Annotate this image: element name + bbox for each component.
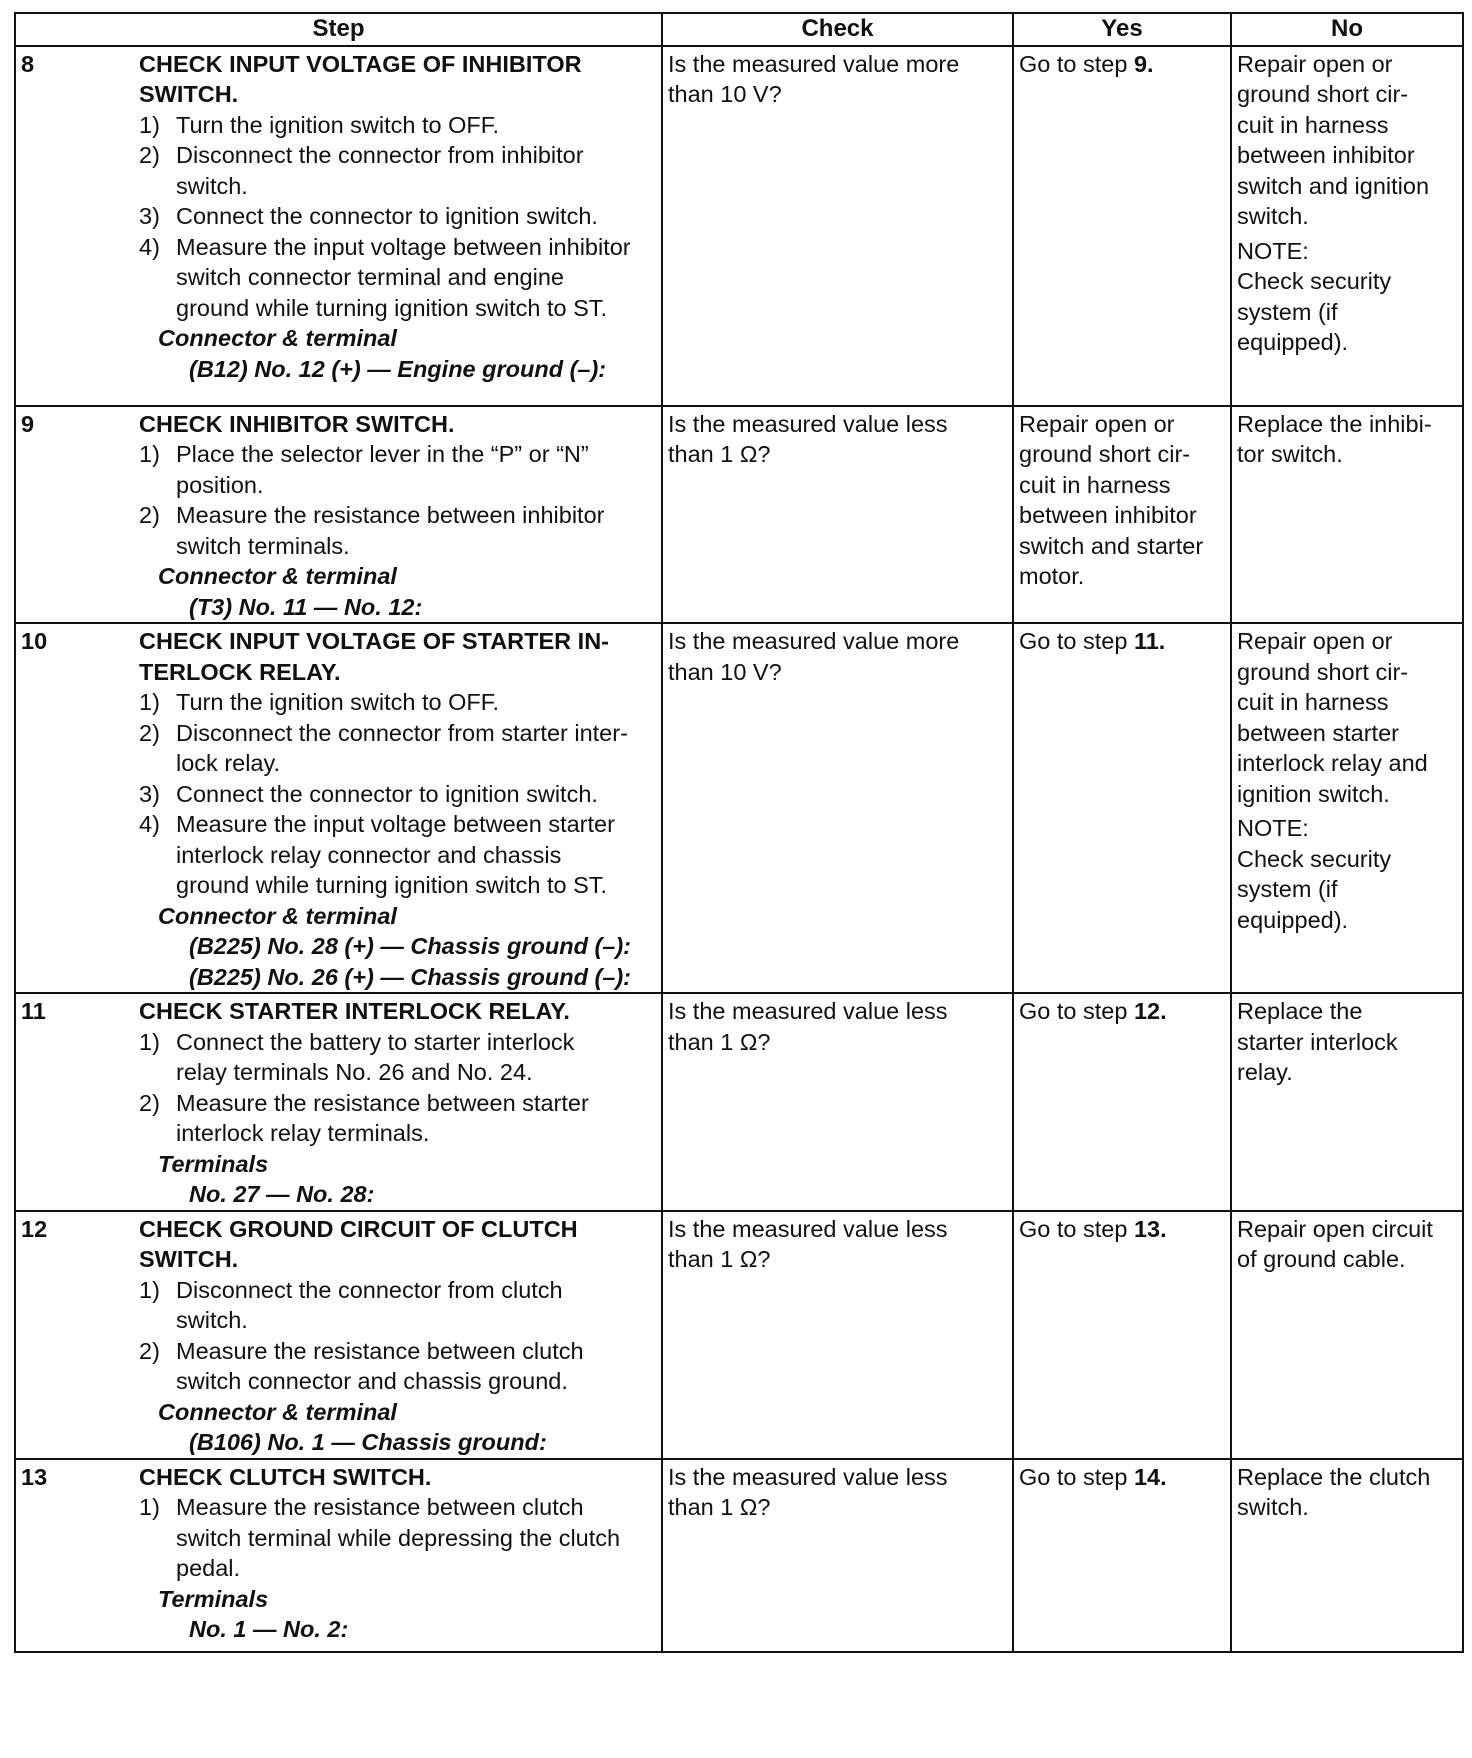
procedure-text: Disconnect the connector from inhibitor [176,142,584,168]
procedure-item [139,718,656,779]
check-text: than 1 Ω? [668,1246,771,1272]
procedure-text: Connect the connector to ignition switch. [176,203,598,229]
no-cell [1231,623,1463,993]
no-text: Repair open or [1237,50,1393,77]
yes-prefix: Go to step [1019,50,1134,77]
terminal-spec: (T3) No. 11 — No. 12: [189,593,423,620]
yes-cell [1013,993,1231,1211]
no-text: ignition switch. [1237,780,1390,807]
no-text: of ground cable. [1237,1246,1406,1272]
no-cell [1231,1459,1463,1652]
yes-cell [1013,406,1231,624]
note-text: Check security [1237,845,1392,872]
yes-step-ref: 13. [1133,1215,1167,1242]
procedure-index: 4) [139,811,160,837]
note-text: Check security [1237,268,1392,294]
header-no: No [1231,13,1463,46]
procedure-item [139,809,656,901]
connector-label: Connector & terminal [158,902,397,929]
step-title: SWITCH. [139,1246,239,1272]
header-row [15,13,1463,46]
note-text: equipped). [1237,906,1349,933]
procedure-text: switch terminal while depressing the clutch [176,1524,621,1551]
procedure-index: 3) [139,780,160,807]
yes-prefix: Go to step [1019,1463,1134,1490]
procedure-text: Disconnect the connector from clutch [176,1276,563,1303]
terminal-spec: No. 1 — No. 2: [189,1616,349,1642]
yes-text: cuit in harness [1019,471,1171,498]
yes-goto [1019,996,1225,1027]
step-number: 9 [21,410,35,437]
step-content [139,49,656,385]
no-cell [1231,406,1463,624]
check-cell [662,623,1013,993]
note-text: system (if [1237,876,1338,902]
yes-step-ref: 12. [1133,998,1167,1024]
step-number: 12 [21,1215,48,1242]
procedure-item [139,1336,656,1397]
table-row [15,1459,1463,1652]
procedure-text: position. [176,471,264,498]
check-text: Is the measured value more [668,50,960,77]
header-yes: Yes [1013,13,1231,46]
procedure-list [139,110,656,324]
procedure-text: Measure the resistance between clutch [176,1494,584,1520]
connector-label: Connector & terminal [158,1398,397,1425]
check-text: Is the measured value less [668,998,948,1024]
no-cell [1231,46,1463,406]
no-cell [1231,993,1463,1211]
procedure-index: 2) [139,142,160,168]
step-cell [15,406,662,624]
yes-cell [1013,623,1231,993]
procedure-index: 1) [139,1028,160,1055]
procedure-index: 1) [139,1494,160,1520]
step-title: TERLOCK RELAY. [139,658,341,685]
procedure-text: switch. [176,172,248,199]
connector-label: Connector & terminal [158,563,397,589]
procedure-item [139,687,656,718]
step-title: CHECK GROUND CIRCUIT OF CLUTCH [139,1215,578,1242]
step-cell [15,1459,662,1652]
yes-prefix: Go to step [1019,998,1134,1024]
yes-text: motor. [1019,563,1085,589]
procedure-index: 2) [139,502,160,528]
step-content [139,409,656,623]
procedure-text: Connect the connector to ignition switch. [176,780,598,807]
procedure-index: 2) [139,719,160,746]
check-text: than 10 V? [668,658,782,685]
terminal-spec: (B225) No. 28 (+) — Chassis ground (–): [189,933,632,959]
procedure-index: 3) [139,203,160,229]
procedure-item [139,1088,656,1149]
procedure-text: Measure the input voltage between inhibitor [176,233,631,260]
yes-goto [1019,1214,1225,1245]
check-cell [662,406,1013,624]
note-text: system (if [1237,298,1338,325]
procedure-item [139,140,656,201]
step-cell [15,623,662,993]
procedure-item [139,500,656,561]
table-row [15,1211,1463,1459]
procedure-text: Measure the input voltage between starter [176,811,615,837]
no-text: switch and ignition [1237,172,1430,199]
procedure-text: Measure the resistance between starter [176,1089,589,1116]
step-content [139,1214,656,1458]
step-title: CHECK INPUT VOLTAGE OF STARTER IN- [139,628,609,654]
procedure-list [139,1492,656,1584]
procedure-item [139,1492,656,1584]
connector-label: Terminals [158,1150,269,1177]
procedure-text: Disconnect the connector from starter inter- [176,719,628,746]
step-number: 10 [21,628,48,654]
step-cell [15,46,662,406]
connector-label: Terminals [158,1585,269,1612]
procedure-item [139,232,656,324]
step-title: CHECK INHIBITOR SWITCH. [139,410,455,437]
procedure-text: ground while turning ignition switch to ST. [176,294,608,321]
no-text: Repair open circuit [1237,1215,1433,1242]
check-text: Is the measured value less [668,1463,948,1490]
yes-goto [1019,1462,1225,1493]
procedure-item [139,1275,656,1336]
no-text: ground short cir- [1237,81,1409,107]
no-text: cuit in harness [1237,689,1389,715]
yes-goto [1019,49,1225,80]
no-text: between inhibitor [1237,142,1415,168]
note-text: NOTE: [1237,815,1309,841]
no-text: Replace the inhibi- [1237,410,1432,437]
terminal-spec: (B12) No. 12 (+) — Engine ground (–): [189,355,607,382]
connector-label: Connector & terminal [158,325,397,351]
yes-prefix: Go to step [1019,628,1134,654]
yes-cell [1013,46,1231,406]
step-number: 13 [21,1463,48,1490]
no-text: between starter [1237,719,1399,746]
no-text: Repair open or [1237,628,1393,654]
check-text: Is the measured value more [668,628,960,654]
no-text: tor switch. [1237,441,1343,467]
procedure-text: switch. [176,1307,248,1333]
step-content [139,996,656,1210]
check-text: than 1 Ω? [668,1494,771,1520]
step-title: CHECK STARTER INTERLOCK RELAY. [139,998,570,1024]
procedure-text: relay terminals No. 26 and No. 24. [176,1059,533,1085]
terminal-spec: (B225) No. 26 (+) — Chassis ground (–): [189,963,632,990]
procedure-text: Measure the resistance between inhibitor [176,502,605,528]
procedure-index: 4) [139,233,160,260]
yes-cell [1013,1459,1231,1652]
procedure-index: 1) [139,441,160,467]
procedure-text: interlock relay terminals. [176,1120,430,1146]
procedure-item [139,110,656,141]
yes-step-ref: 11. [1133,628,1166,654]
step-number: 11 [21,998,46,1024]
step-cell [15,1211,662,1459]
table-body [15,46,1463,1652]
header-check: Check [662,13,1013,46]
check-cell [662,993,1013,1211]
procedure-item [139,1027,656,1088]
procedure-list [139,1027,656,1149]
check-cell [662,1211,1013,1459]
note-text: NOTE: [1237,237,1309,264]
procedure-text: switch connector and chassis ground. [176,1368,568,1394]
note-text: equipped). [1237,329,1349,355]
procedure-text: pedal. [176,1555,241,1581]
procedure-text: switch terminals. [176,532,350,559]
no-text: relay. [1237,1059,1293,1085]
procedure-text: lock relay. [176,750,281,776]
no-cell [1231,1211,1463,1459]
step-number: 8 [21,50,35,77]
procedure-item [139,201,656,232]
terminal-spec: No. 27 — No. 28: [189,1181,375,1207]
procedure-list [139,1275,656,1397]
check-text: than 10 V? [668,81,782,107]
yes-goto [1019,626,1225,657]
procedure-text: interlock relay connector and chassis [176,841,562,868]
yes-text: Repair open or [1019,410,1175,437]
terminal-spec: (B106) No. 1 — Chassis ground: [189,1429,547,1455]
procedure-index: 1) [139,111,160,138]
procedure-item [139,779,656,810]
step-title: CHECK CLUTCH SWITCH. [139,1463,432,1490]
procedure-index: 1) [139,1276,160,1303]
procedure-item [139,439,656,500]
step-cell [15,993,662,1211]
table-row [15,993,1463,1211]
table-row [15,623,1463,993]
yes-text: between inhibitor [1019,502,1197,528]
procedure-text: Place the selector lever in the “P” or “N” [176,441,589,467]
check-cell [662,46,1013,406]
no-text: interlock relay and [1237,750,1428,776]
yes-prefix: Go to step [1019,1215,1134,1242]
procedure-index: 2) [139,1337,160,1364]
procedure-list [139,687,656,901]
table-row [15,406,1463,624]
check-text: Is the measured value less [668,1215,948,1242]
note-block [1237,236,1457,358]
check-cell [662,1459,1013,1652]
no-text: switch. [1237,203,1309,229]
no-text: cuit in harness [1237,111,1389,138]
procedure-text: switch connector terminal and engine [176,264,564,290]
step-content [139,1462,656,1645]
yes-step-ref: 9. [1133,50,1154,77]
yes-step-ref: 14. [1133,1463,1167,1490]
no-text: Replace the [1237,998,1363,1024]
procedure-list [139,439,656,561]
no-text: ground short cir- [1237,658,1409,685]
procedure-text: Measure the resistance between clutch [176,1337,584,1364]
no-text: starter interlock [1237,1028,1398,1055]
procedure-index: 2) [139,1089,160,1116]
procedure-text: Connect the battery to starter interlock [176,1028,575,1055]
step-content [139,626,656,992]
header-step: Step [15,13,662,46]
yes-text: ground short cir- [1019,441,1191,467]
no-text: switch. [1237,1494,1309,1520]
step-title: CHECK INPUT VOLTAGE OF INHIBITOR [139,50,582,77]
procedure-text: ground while turning ignition switch to ST. [176,872,608,898]
table-row [15,46,1463,406]
step-title: SWITCH. [139,81,239,107]
procedure-text: Turn the ignition switch to OFF. [176,111,500,138]
check-text: than 1 Ω? [668,441,771,467]
check-text: than 1 Ω? [668,1028,771,1055]
yes-cell [1013,1211,1231,1459]
procedure-text: Turn the ignition switch to OFF. [176,689,500,715]
diagnostic-table [14,12,1464,1653]
no-text: Replace the clutch [1237,1463,1431,1490]
procedure-index: 1) [139,689,160,715]
yes-text: switch and starter [1019,532,1204,559]
note-block [1237,813,1457,935]
check-text: Is the measured value less [668,410,948,437]
